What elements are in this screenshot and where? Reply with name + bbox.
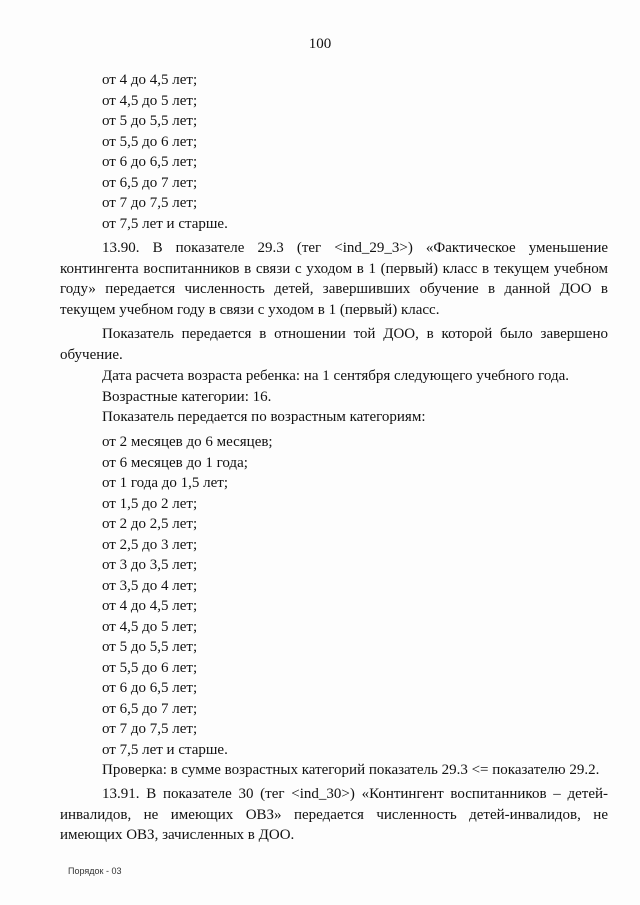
list-item: от 2,5 до 3 лет;	[102, 536, 198, 553]
list-item: от 6,5 до 7 лет;	[102, 700, 198, 717]
list-item: от 6 до 6,5 лет;	[102, 680, 198, 696]
list-item: от 1 года до 1,5 лет;	[102, 475, 228, 491]
paragraph-13-91: 13.91. В показателе 30 (тег <ind_30>) «Контингент воспитанников – детей-инвалидов, не имеющих ОВЗ» передается численность детей-инвалидов, не имеющих ОВЗ, зачисленных в ДОО.	[60, 786, 608, 843]
list-item: от 7 до 7,5 лет;	[102, 195, 198, 211]
age-list-b	[60, 432, 608, 760]
list-item: от 5,5 до 6 лет;	[102, 659, 198, 676]
list-item: от 3,5 до 4 лет;	[102, 577, 198, 594]
list-item: от 6 до 6,5 лет;	[102, 154, 198, 170]
page-number: 100	[308, 36, 332, 52]
footer-note: Порядок - 03	[68, 866, 122, 876]
list-item: от 2 до 2,5 лет;	[102, 516, 198, 532]
list-item: от 7,5 лет и старше.	[102, 741, 228, 758]
paragraph-13-90: 13.90. В показателе 29.3 (тег <ind_29_3>) «Фактическое уменьшение контингента воспитанников в связи с уходом в 1 (первый) класс в текущем учебном году» передается численность детей, завершивших обучение в данной ДОО в текущем учебном году в связи с уходом в 1 (первый) класс.	[60, 240, 608, 318]
list-item: от 7 до 7,5 лет;	[102, 721, 198, 737]
list-item: от 1,5 до 2 лет;	[102, 495, 198, 512]
list-item: от 5 до 5,5 лет;	[102, 639, 198, 655]
by-age-line: Показатель передается по возрастным категориям:	[102, 409, 426, 425]
list-item: от 6,5 до 7 лет;	[102, 174, 198, 191]
list-item: от 6 месяцев до 1 года;	[102, 454, 248, 471]
list-item: от 4 до 4,5 лет;	[102, 72, 198, 88]
list-item: от 4 до 4,5 лет;	[102, 598, 198, 614]
paragraph-transfer: Показатель передается в отношении той ДОО, в которой было завершено обучение.	[60, 326, 608, 363]
calc-date-line: Дата расчета возраста ребенка: на 1 сентября следующего учебного года.	[102, 368, 569, 384]
info-lines	[60, 366, 608, 428]
list-item: от 2 месяцев до 6 месяцев;	[102, 434, 273, 450]
check-line: Проверка: в сумме возрастных категорий показатель 29.3 <= показателю 29.2.	[102, 762, 600, 778]
list-item: от 4,5 до 5 лет;	[102, 618, 198, 635]
list-item: от 7,5 лет и старше.	[102, 215, 228, 232]
categories-line: Возрастные категории: 16.	[102, 388, 272, 405]
check-line-block	[60, 760, 608, 781]
list-item: от 4,5 до 5 лет;	[102, 92, 198, 109]
list-item: от 3 до 3,5 лет;	[102, 557, 198, 573]
list-item: от 5 до 5,5 лет;	[102, 113, 198, 129]
age-list-a	[60, 70, 608, 234]
list-item: от 5,5 до 6 лет;	[102, 133, 198, 150]
